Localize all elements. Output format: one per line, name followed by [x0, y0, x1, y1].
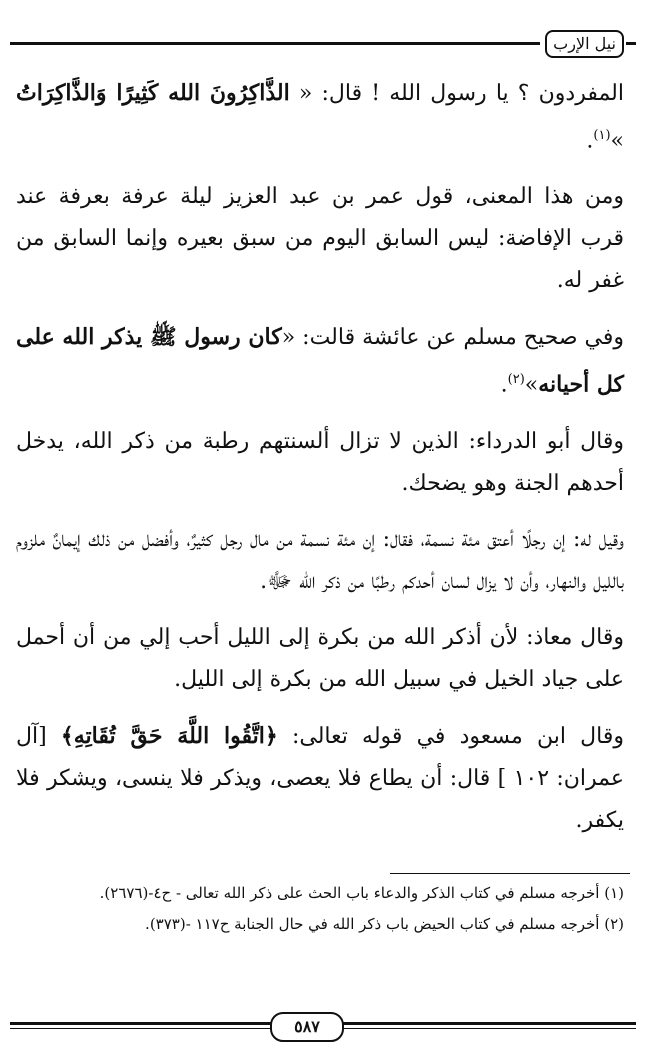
book-title: نيل الإرب — [545, 30, 624, 58]
header-rule — [10, 42, 540, 45]
text-run: . — [586, 128, 594, 154]
footnote-divider — [390, 873, 630, 874]
hadith-quote: الذَّاكِرُونَ الله كَثِيرًا وَالذَّاكِرَاتُ — [16, 80, 290, 106]
paragraph-7 — [16, 715, 624, 842]
text-run: وقال ابن مسعود في قوله تعالى: — [277, 723, 624, 749]
page-number: ٥٨٧ — [270, 1012, 344, 1042]
paragraph-5: وقيل له: إن رجلًا أعتق مئة نسمة، فقال: إن مئة نسمة من مال رجل كثيرٌ، وأفضل من ذلك إيمانٌ ملزوم بالليل والنهار، وأن لا يزال لسان أحدكم رطبًا من ذكر الله ﷻ. — [16, 526, 624, 594]
footnote-1: (١) أخرجه مسلم في كتاب الذكر والدعاء باب الحث على ذكر الله تعالى - ح٤-(٢٦٧٦). — [99, 884, 624, 902]
header-rule-right — [626, 42, 636, 45]
main-text — [16, 72, 624, 856]
text-run: وفي صحيح مسلم عن عائشة قالت: « — [281, 325, 624, 351]
footnote-ref-2: (٢) — [507, 372, 525, 388]
paragraph-4: وقال أبو الدرداء: الذين لا تزال ألسنتهم رطبة من ذكر الله، يدخل أحدهم الجنة وهو يضحك. — [16, 428, 624, 496]
footnotes — [18, 880, 624, 942]
text-run: المفردون ؟ يا رسول الله ! قال: « — [289, 81, 624, 106]
footnote-2: (٢) أخرجه مسلم في كتاب الحيض باب ذكر الله في حال الجنابة ح١١٧ -(٣٧٣). — [145, 915, 624, 933]
paragraph-3 — [16, 316, 624, 406]
paragraph-1 — [16, 72, 624, 162]
hadith-quote: كان رسول ﷺ يذكر الله على كل أحيانه — [16, 324, 624, 398]
text-run: » — [524, 372, 539, 398]
text-run: » — [610, 128, 624, 154]
quran-verse: ﴿اتَّقُوا اللَّهَ حَقَّ تُقَاتِهِ﴾ — [60, 722, 278, 749]
text-run: . — [500, 372, 508, 398]
paragraph-6: وقال معاذ: لأن أذكر الله من بكرة إلى الليل أحب إلي من أن أحمل على جياد الخيل في سبيل الله من بكرة إلى الليل. — [16, 624, 624, 692]
paragraph-2: ومن هذا المعنى، قول عمر بن عبد العزيز ليلة عرفة بعرفة عند قرب الإفاضة: ليس السابق اليوم من سبق بعيره وإنما السابق من غفر له. — [16, 184, 624, 294]
footnote-ref-1: (١) — [593, 128, 611, 143]
text-run: [آل عمران: ١٠٢ ] قال: أن يطاع فلا يعصى، ويذكر فلا ينسى، ويشكر فلا يكفر. — [16, 723, 624, 833]
page-header — [10, 30, 636, 60]
